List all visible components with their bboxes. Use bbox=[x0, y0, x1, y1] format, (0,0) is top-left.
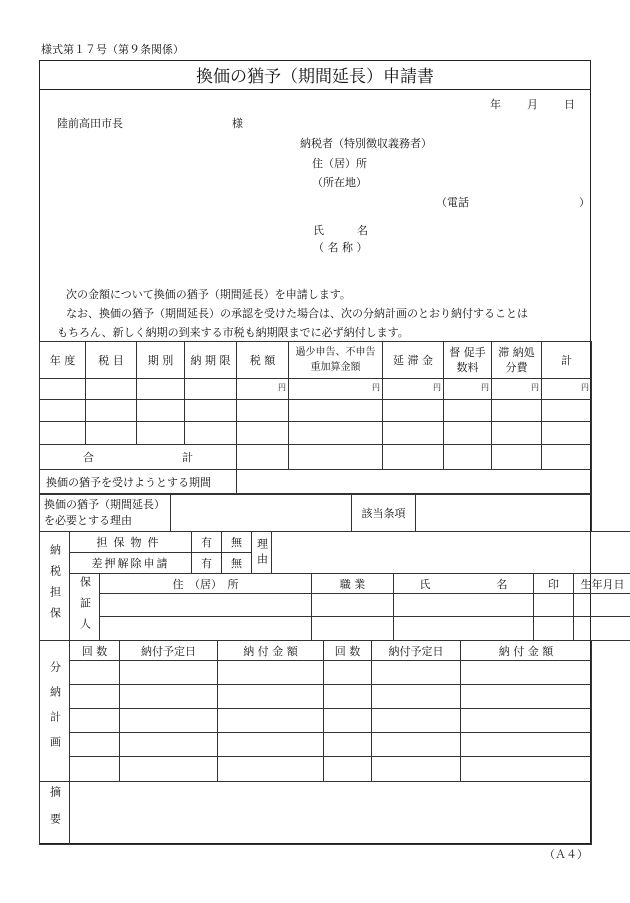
reason-table bbox=[39, 494, 592, 532]
body-line-2: なお、換価の猶予（期間延長）の承認を受けた場合は、次の分納計画のとおり納付することは bbox=[66, 307, 528, 320]
total-label: 合 計 bbox=[40, 445, 237, 470]
addressee-honorific: 様 bbox=[232, 117, 243, 130]
table-cell[interactable] bbox=[444, 400, 492, 422]
table-cell[interactable] bbox=[542, 400, 592, 422]
date-month-label: 月 bbox=[527, 98, 538, 111]
table-cell[interactable] bbox=[444, 445, 492, 470]
table-cell[interactable] bbox=[137, 400, 185, 422]
table-cell[interactable] bbox=[120, 733, 218, 757]
table-cell[interactable] bbox=[70, 757, 120, 782]
table-cell[interactable] bbox=[492, 400, 542, 422]
date-day-label: 日 bbox=[564, 98, 575, 111]
table-cell[interactable] bbox=[312, 594, 394, 617]
installment-amount-header: 納 付 金 額 bbox=[218, 641, 324, 661]
table-row bbox=[40, 400, 592, 422]
installment-section-label: 分納計画 bbox=[40, 641, 70, 782]
guarantor-label: 保証人 bbox=[70, 574, 100, 641]
reason-field[interactable] bbox=[171, 495, 352, 532]
body-line-3: もちろん、新しく納期の到来する市税も納期限までに必ず納付します。 bbox=[57, 326, 409, 339]
table-cell[interactable] bbox=[372, 733, 461, 757]
table-cell[interactable] bbox=[70, 685, 120, 709]
yen-unit[interactable]: 円 bbox=[383, 379, 444, 400]
yes-option[interactable]: 有 bbox=[192, 532, 222, 553]
table-cell[interactable] bbox=[461, 757, 592, 782]
taxpayer-address-label: 住（居）所 bbox=[312, 157, 367, 170]
table-cell[interactable] bbox=[137, 379, 185, 400]
table-cell[interactable] bbox=[120, 661, 218, 685]
table-cell[interactable] bbox=[372, 685, 461, 709]
col-fiscal-year: 年 度 bbox=[40, 342, 86, 379]
table-cell[interactable] bbox=[185, 379, 237, 400]
table-cell[interactable] bbox=[324, 709, 372, 733]
col-penalty: 過少申告、不申告重加算金額 bbox=[289, 342, 383, 379]
reason-label: 換価の猶予（期間延長）を必要とする理由 bbox=[40, 495, 171, 532]
installment-date-header-2: 納付予定日 bbox=[372, 641, 461, 661]
table-cell[interactable] bbox=[492, 445, 542, 470]
table-row bbox=[40, 709, 592, 733]
table-row bbox=[40, 422, 592, 445]
table-cell[interactable] bbox=[120, 685, 218, 709]
table-cell[interactable] bbox=[461, 709, 592, 733]
installment-count-header-2: 回 数 bbox=[324, 641, 372, 661]
table-cell[interactable] bbox=[185, 422, 237, 445]
guarantor-address-header: 住 （居） 所 bbox=[100, 574, 312, 594]
table-cell[interactable] bbox=[372, 661, 461, 685]
col-tax-item: 税 目 bbox=[86, 342, 137, 379]
yen-unit[interactable]: 円 bbox=[492, 379, 542, 400]
table-cell[interactable] bbox=[120, 709, 218, 733]
yes-option[interactable]: 有 bbox=[192, 553, 222, 574]
table-cell[interactable] bbox=[383, 422, 444, 445]
reason-short-label: 理由 bbox=[252, 532, 272, 574]
col-due-date: 納 期 限 bbox=[185, 342, 237, 379]
period-field[interactable] bbox=[237, 470, 592, 494]
table-cell[interactable] bbox=[218, 661, 324, 685]
body-line-1: 次の金額について換価の猶予（期間延長）を申請します。 bbox=[66, 288, 351, 301]
table-row bbox=[40, 685, 592, 709]
table-cell[interactable] bbox=[312, 617, 394, 641]
table-cell[interactable] bbox=[372, 757, 461, 782]
guarantor-name-header: 氏 名 bbox=[394, 574, 534, 594]
table-cell[interactable] bbox=[461, 685, 592, 709]
table-cell[interactable] bbox=[534, 594, 574, 617]
table-cell[interactable] bbox=[444, 422, 492, 445]
table-cell[interactable] bbox=[383, 445, 444, 470]
no-option[interactable]: 無 bbox=[222, 532, 252, 553]
col-disposition-fee: 滞 納処分費 bbox=[492, 342, 542, 379]
clause-label: 該当条項 bbox=[352, 495, 416, 532]
table-cell[interactable] bbox=[100, 617, 312, 641]
table-cell[interactable] bbox=[70, 709, 120, 733]
installment-table bbox=[39, 640, 592, 782]
table-cell[interactable] bbox=[542, 422, 592, 445]
table-cell[interactable] bbox=[185, 400, 237, 422]
tax-table bbox=[39, 341, 592, 494]
table-cell[interactable] bbox=[574, 617, 630, 641]
table-cell[interactable] bbox=[289, 422, 383, 445]
table-cell[interactable] bbox=[218, 709, 324, 733]
table-cell[interactable] bbox=[372, 709, 461, 733]
remarks-label: 摘要 bbox=[40, 782, 70, 845]
table-cell[interactable] bbox=[86, 379, 137, 400]
yen-unit[interactable]: 円 bbox=[237, 379, 289, 400]
table-cell[interactable] bbox=[289, 400, 383, 422]
table-cell[interactable] bbox=[100, 594, 312, 617]
table-cell[interactable] bbox=[383, 400, 444, 422]
table-cell[interactable] bbox=[137, 422, 185, 445]
col-period: 期 別 bbox=[137, 342, 185, 379]
yen-unit[interactable]: 円 bbox=[542, 379, 592, 400]
taxpayer-location-label: （所在地） bbox=[312, 176, 367, 189]
table-cell[interactable] bbox=[218, 685, 324, 709]
table-cell[interactable] bbox=[237, 445, 289, 470]
installment-count-header: 回 数 bbox=[70, 641, 120, 661]
period-label: 換価の猶予を受けようとする期間 bbox=[40, 470, 237, 494]
col-delinquency: 延 滞 金 bbox=[383, 342, 444, 379]
taxpayer-name-label: 氏 名 bbox=[313, 224, 368, 237]
taxpayer-header: 納税者（特別徴収義務者） bbox=[300, 137, 432, 150]
table-row bbox=[40, 617, 630, 641]
table-cell[interactable] bbox=[70, 661, 120, 685]
date-year-label: 年 bbox=[490, 98, 501, 111]
table-cell[interactable] bbox=[574, 594, 630, 617]
taxpayer-phone-label: （電話 bbox=[436, 196, 469, 209]
taxpayer-name-alt-label: （ 名 称 ） bbox=[313, 241, 368, 254]
table-cell[interactable] bbox=[237, 422, 289, 445]
table-row bbox=[40, 733, 592, 757]
table-cell[interactable] bbox=[394, 594, 534, 617]
col-dunning-fee: 督 促手数料 bbox=[444, 342, 492, 379]
guarantor-seal-header: 印 bbox=[534, 574, 574, 594]
table-cell[interactable] bbox=[40, 400, 86, 422]
table-cell[interactable] bbox=[461, 661, 592, 685]
no-option[interactable]: 無 bbox=[222, 553, 252, 574]
table-cell[interactable] bbox=[120, 757, 218, 782]
table-cell[interactable] bbox=[324, 685, 372, 709]
collateral-reason-field[interactable] bbox=[272, 532, 630, 574]
col-total: 計 bbox=[542, 342, 592, 379]
table-cell[interactable] bbox=[324, 661, 372, 685]
yen-unit[interactable]: 円 bbox=[444, 379, 492, 400]
guarantor-birthdate-header: 生年月日 bbox=[574, 574, 630, 594]
addressee-name: 陸前高田市長 bbox=[57, 117, 123, 130]
col-tax-amount: 税 額 bbox=[237, 342, 289, 379]
collateral-table bbox=[39, 531, 630, 641]
table-cell[interactable] bbox=[324, 733, 372, 757]
table-row bbox=[40, 757, 592, 782]
table-cell[interactable] bbox=[40, 379, 86, 400]
table-cell[interactable] bbox=[237, 400, 289, 422]
yen-unit[interactable]: 円 bbox=[289, 379, 383, 400]
form-title: 換価の猶予（期間延長）申請書 bbox=[39, 60, 591, 90]
guarantor-occupation-header: 職 業 bbox=[312, 574, 394, 594]
table-cell[interactable] bbox=[218, 733, 324, 757]
table-cell[interactable] bbox=[394, 617, 534, 641]
remarks-table bbox=[39, 781, 592, 845]
release-request-label: 差押解除申請 bbox=[70, 553, 192, 574]
table-cell[interactable] bbox=[289, 445, 383, 470]
form-number: 様式第１７号（第９条関係） bbox=[41, 43, 184, 56]
table-cell[interactable] bbox=[86, 400, 137, 422]
remarks-field[interactable] bbox=[70, 782, 592, 845]
installment-amount-header-2: 納 付 金 額 bbox=[461, 641, 592, 661]
collateral-item-label: 担保物件 bbox=[70, 532, 192, 553]
table-cell[interactable] bbox=[534, 617, 574, 641]
table-cell[interactable] bbox=[70, 733, 120, 757]
table-cell[interactable] bbox=[40, 422, 86, 445]
table-row bbox=[40, 661, 592, 685]
table-cell[interactable] bbox=[86, 422, 137, 445]
collateral-section-label: 納税担保 bbox=[40, 532, 70, 641]
table-row bbox=[40, 594, 630, 617]
taxpayer-phone-close: ） bbox=[579, 196, 590, 209]
table-cell[interactable] bbox=[218, 757, 324, 782]
table-cell[interactable] bbox=[324, 757, 372, 782]
installment-date-header: 納付予定日 bbox=[120, 641, 218, 661]
paper-size-label: （Ａ４） bbox=[544, 848, 588, 861]
table-cell[interactable] bbox=[542, 445, 592, 470]
table-cell[interactable] bbox=[492, 422, 542, 445]
table-cell[interactable] bbox=[461, 733, 592, 757]
clause-field[interactable] bbox=[416, 495, 592, 532]
